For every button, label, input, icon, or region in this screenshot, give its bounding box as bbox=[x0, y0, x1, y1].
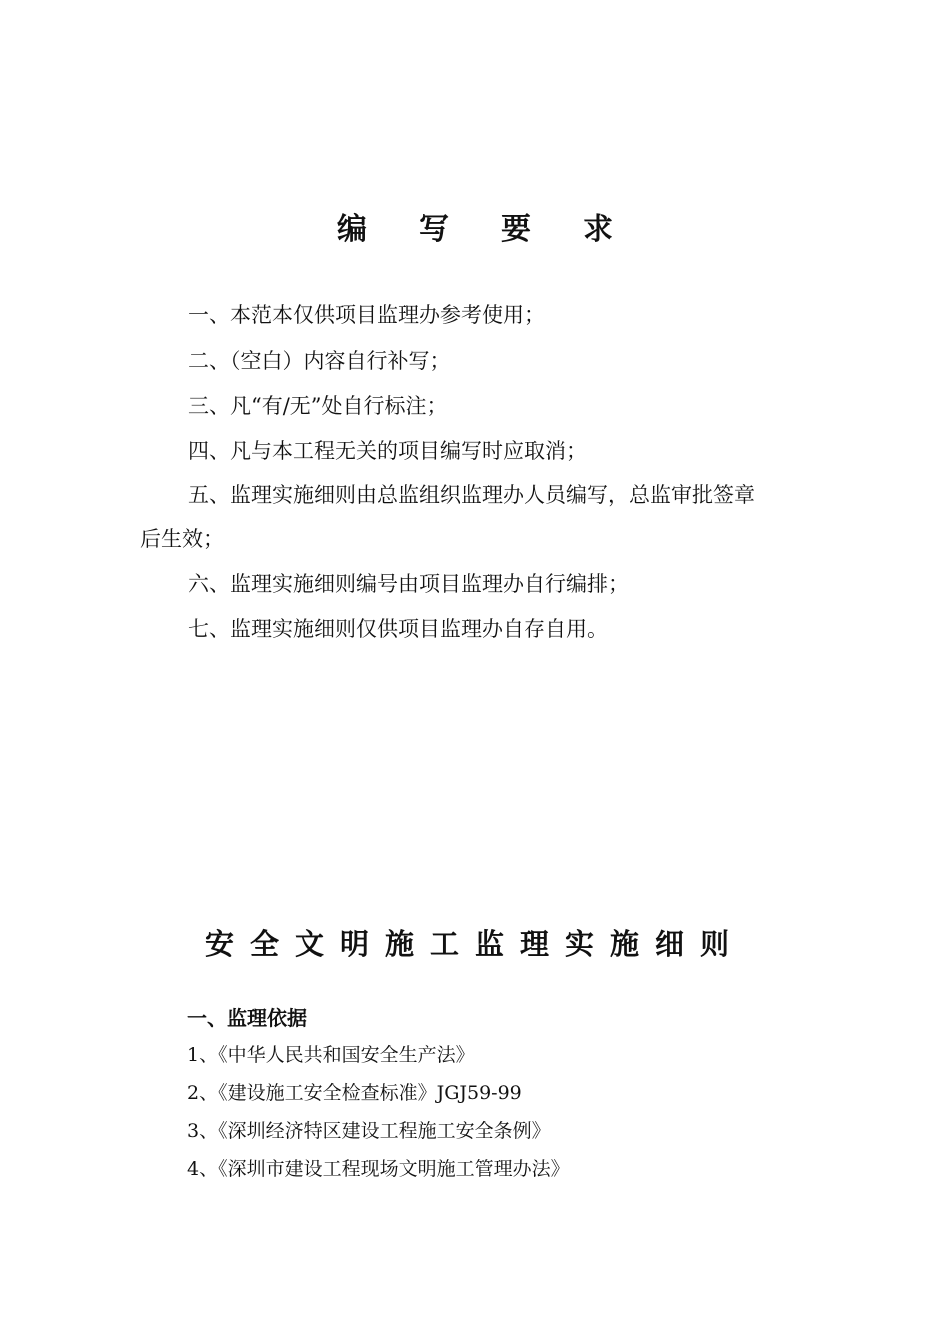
requirement-item-5-cont: 后生效； bbox=[140, 527, 224, 551]
detail-title: 安全文明施工监理实施细则 bbox=[204, 927, 745, 961]
basis-item-1: 1、《中华人民共和国安全生产法》 bbox=[187, 1044, 475, 1066]
requirement-item-6: 六、监理实施细则编号由项目监理办自行编排； bbox=[188, 572, 629, 596]
requirements-title: 编写要求 bbox=[337, 212, 665, 247]
requirement-item-7: 七、监理实施细则仅供项目监理办自存自用。 bbox=[188, 617, 608, 641]
requirement-item-3: 三、凡“有/无”处自行标注； bbox=[188, 394, 448, 418]
section-heading-basis: 一、监理依据 bbox=[187, 1006, 307, 1030]
requirement-item-2: 二、（空白）内容自行补写； bbox=[188, 349, 451, 373]
basis-item-2: 2、《建设施工安全检查标准》JGJ59-99 bbox=[187, 1082, 522, 1104]
requirement-item-4: 四、凡与本工程无关的项目编写时应取消； bbox=[188, 439, 587, 463]
basis-item-4: 4、《深圳市建设工程现场文明施工管理办法》 bbox=[187, 1158, 570, 1180]
requirement-item-5: 五、监理实施细则由总监组织监理办人员编写，总监审批签章 bbox=[188, 483, 755, 507]
basis-item-3: 3、《深圳经济特区建设工程施工安全条例》 bbox=[187, 1120, 551, 1142]
requirement-item-1: 一、本范本仅供项目监理办参考使用； bbox=[188, 303, 545, 327]
